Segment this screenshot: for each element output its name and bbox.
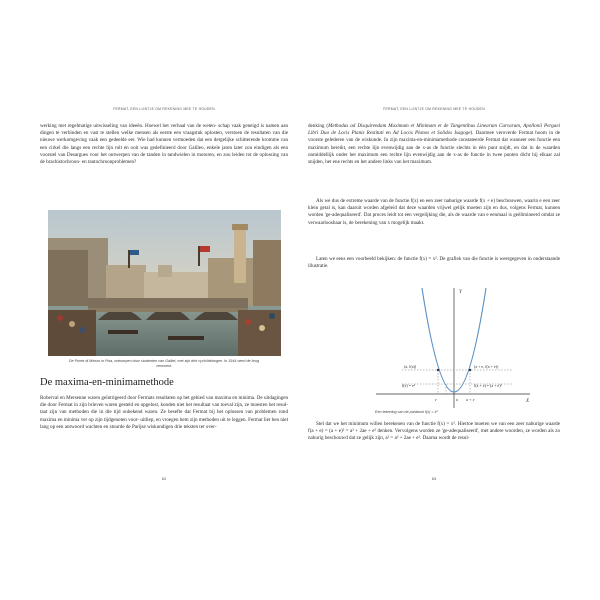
painting-caption: De Ponte di Mezzo in Pisa, ontworpen door studenten van Galilei, met zijn drie cycloïdebogen. In 1944 werd de brug verwoest. bbox=[68, 359, 260, 369]
p1-start: denking ( bbox=[308, 123, 329, 129]
point-a bbox=[437, 369, 439, 371]
point-a-plus-e bbox=[469, 369, 471, 371]
label-a-fa: (a, f(a)) bbox=[404, 364, 417, 369]
label-e: e bbox=[435, 397, 437, 402]
page-number-left: 62 bbox=[161, 476, 167, 481]
label-f-a-plus-e: f(a + e) = (a + e)² bbox=[474, 383, 502, 388]
right-paragraph-4: Stel dat we het minimum willen berekenen van de functie f(x) = x². Hiertoe moeten we van een zeer naburige waarde f(a + e) = (a + e)² = a² + 2ae + e² denken. Vervolgens worden ze 'ge-adequaliseerd', met andere woorden, ze worden als zo naburig beschouwd dat ze gelijk zijn, a² = a² + 2ae + e². Daarna wordt de resul- bbox=[308, 421, 560, 442]
p1-title-b: Ad Locos Planos et Solidos Isagoge bbox=[392, 130, 471, 137]
right-paragraph-2: Als we dus de extreme waarde van de functie f(x) en een zeer naburige waarde f(x + e) beschouwen, waarin e een zeer klein getal is, kan daaruit worden afgeleid dat deze waarden vrijwel gelijk moeten zijn en dus, volgens Fermat, kunnen worden 'ge-adequaliseerd'. Dat proces leidt tot een vergelijking die, als de waarde van e eenmaal is geëlimineerd omdat ze verwaarloosbaar is, de berekening van x mogelijk maakt. bbox=[308, 198, 560, 226]
right-paragraph-3: Laten we eens een voorbeeld bekijken: de functie f(x) = x². De grafiek van die functie is weergegeven in onderstaande illustratie. bbox=[308, 256, 560, 270]
parabola-figure bbox=[372, 284, 534, 412]
p1-mid: en bbox=[383, 130, 393, 137]
p1-rest: ). Daarmee veroverde Fermat hoom in de voorste gelederen van de wiskunde. In zijn maxima-en-minimamethode constateerde Fermat dat wanneer een functie een maximum bereikt, een rechte lijn evenwijdig aan de x-as de functie slechts in één punt snijdt, en dat in de waarden onmiddellijk onder het maximum een rechte lijn evenwijdig aan de x-as de functie in twee punten dicht bij elkaar zal snijden, het ene rechts en het andere links van het maximum. bbox=[308, 130, 561, 166]
page-number-right: 63 bbox=[431, 476, 437, 481]
label-a-plus-e: a + e bbox=[466, 397, 475, 402]
right-page bbox=[308, 0, 560, 600]
figure-caption: Een tekening van de parabool f(x) = x² bbox=[375, 410, 438, 414]
x-axis-label: X bbox=[526, 399, 530, 404]
label-f-e: f(e) = e² bbox=[402, 383, 416, 388]
ponte-di-mezzo-painting bbox=[48, 210, 281, 356]
section-heading: De maxima-en-minimamethode bbox=[40, 377, 174, 388]
label-a-plus-e-point: (a + e, f(a + e)) bbox=[474, 364, 499, 369]
label-a: a bbox=[456, 397, 458, 402]
running-head-right: FERMAT, EEN LIJNTJE OM REKENING MEE TE HOUDEN bbox=[383, 107, 485, 111]
right-paragraph-1 bbox=[308, 123, 560, 166]
y-axis-label: Y bbox=[459, 290, 462, 295]
left-page bbox=[40, 0, 288, 600]
left-paragraph-1: werking met regelmatige uitwisseling van ideeën. Hoewel het verhaal van de weten- schap vaak geneigd is namen aan dingen te verbinden en vast te stellen welke mensen als eerste een vraagstuk oplosten, verstoen de resultaten van die nieuwe werkomgeving vaak een gedeelde eer. Wie had kunnen vermoeden dat een dergelijke schitterende kromme van een cirkel die langs een rechte lijn rolt en ooit was gedefinieerd door Galileo, enkele jaren later zou eindigen als een voorstel van Desargues voor het ontwerpen van de tanden in tandwielen in motoren, en zou leiden tot de oplossing van de brachistochroon- en tautochroonproblemen? bbox=[40, 123, 288, 166]
p1-title-a: Methodus ad Disquirendam Maximam et Minimam et de Tangentibus Linearum Curvarum, Apollonii Pergaei Libri Duo de Locis Planis Restituti bbox=[308, 123, 560, 137]
running-head-left: FERMAT, EEN LIJNTJE OM REKENING MEE TE HOUDEN bbox=[113, 107, 215, 111]
left-paragraph-2: Roberval en Mersenne waren geïntrigeerd door Fermats resultaten op het gebied van maxima en minima. De uitdagingen die door Fermat in zijn brieven waren gesteld en opgelost, konden niet het resultaat van toeval zijn, ze moesten het resul- taat zijn van methoden die in die tijd onbekend waren. Ze besefte dat Fermat bij het oplossen van problemen rond maxima en minima ver op zijn tijdgenoten voor- uitliep, en vroegen hem zijn methoden uit te leggen. Fermat liet hen niet lang op een antwoord wachten en stuurde de Parijse wiskundigen drie teksten ter over- bbox=[40, 395, 288, 430]
